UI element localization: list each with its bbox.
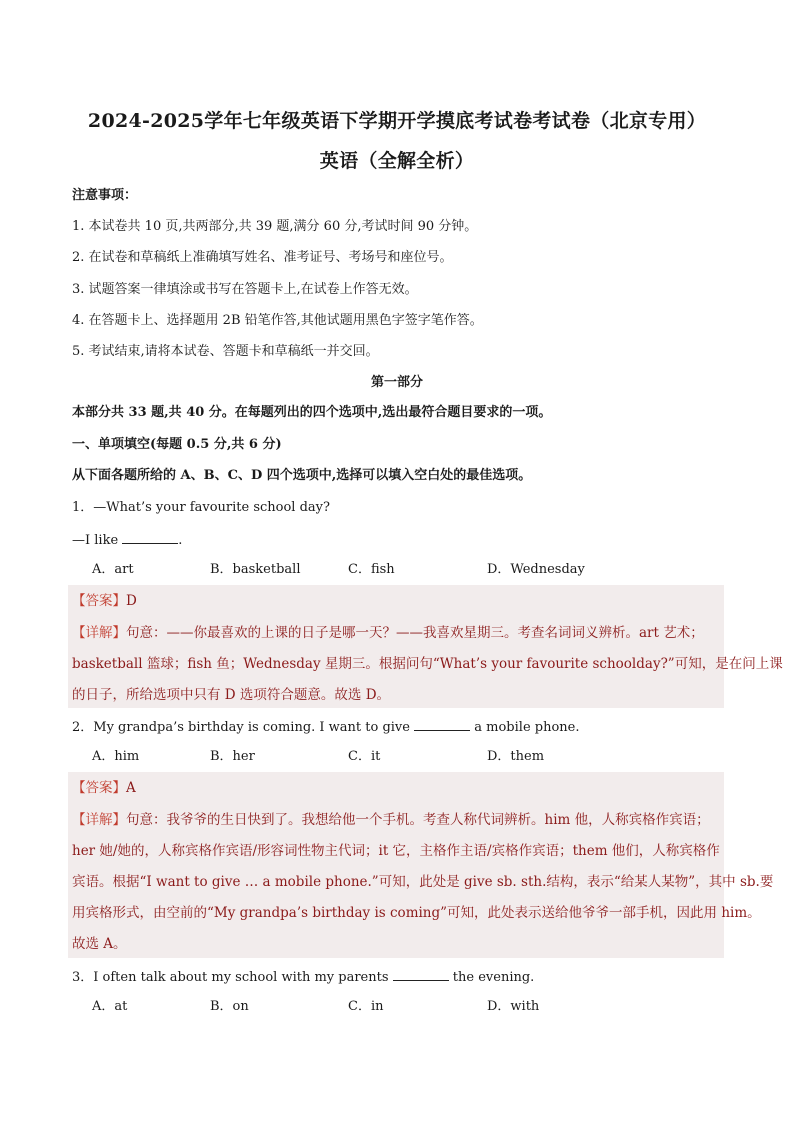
detail-text: 宾语。根据“I want to give … a mobile phone.”可知，此处是 give sb. sth.结构，表示“给某人某物”，其中 sb.要 [72,874,774,890]
detail-tag: 【详解】 [72,625,126,641]
question-2-stem [72,718,722,736]
option-b: B．her [210,749,255,764]
detail-text: basketball 篮球；fish 鱼；Wednesday 星期三。根据问句“What’s your favourite schoolday?”可知，是在问上课 [72,656,783,672]
detail-text: 用宾格形式，由空前的“My grandpa’s birthday is coming”可知，此处表示送给他爷爷一部手机，因此用 him。 [72,905,761,921]
part-title: 第一部分 [370,375,423,390]
section-description: 从下面各题所给的 A、B、C、D 四个选项中,选择可以填入空白处的最佳选项。 [72,468,532,483]
question-1-stem: 1．—What’s your favourite school day? [72,500,330,515]
detail-text: her 她/她的，人称宾格作宾语/形容词性物主代词；it 它，主格作主语/宾格作宾语；them 他们，人称宾格作 [72,843,720,859]
detail-text: 句意：——你最喜欢的上课的日子是哪一天？——我喜欢星期三。考查名词词义辨析。art 艺术； [126,625,704,641]
note-item: 4. 在答题卡上、选择题用 2B 铅笔作答,其他试题用黑色字签字笔作答。 [72,313,483,328]
option-a: A．at [92,999,128,1014]
question-1-detail [72,625,704,641]
note-item: 1. 本试卷共 10 页,共两部分,共 39 题,满分 60 分,考试时间 90 分钟。 [72,219,478,234]
note-item: 3. 试题答案一律填涂或书写在答题卡上,在试卷上作答无效。 [72,282,418,297]
option-d: D．with [487,999,540,1014]
option-c: C．fish [348,562,395,577]
option-c: C．it [348,749,381,764]
detail-text: 的日子，所给选项中只有 D 选项符合题意。故选 D。 [72,687,391,703]
note-item: 2. 在试卷和草稿纸上准确填写姓名、准考证号、考场号和座位号。 [72,250,453,265]
page-title: 2024-2025学年七年级英语下学期开学摸底考试卷考试卷（北京专用） [87,110,707,132]
detail-text: 句意：我爷爷的生日快到了。我想给他一个手机。考查人称代词辨析。him 他，人称宾格作宾语； [126,812,710,828]
option-d: D．Wednesday [487,562,585,577]
question-1-response [72,531,722,549]
part-description: 本部分共 33 题,共 40 分。在每题列出的四个选项中,选出最符合题目要求的一项。 [72,405,552,420]
option-b: B．basketball [210,562,301,577]
question-2-text-end: a mobile phone. [474,720,580,735]
note-item: 5. 考试结束,请将本试卷、答题卡和草稿纸一并交回。 [72,344,379,359]
answer-blank [414,718,470,731]
question-1-answer [72,593,137,609]
option-d: D．them [487,749,545,764]
answer-tag: 【答案】 [72,780,126,796]
option-a: A．him [92,749,140,764]
option-c: C．in [348,999,384,1014]
question-1-response-end: . [178,533,183,548]
question-3-text-end: the evening. [452,970,535,985]
detail-text: 故选 A。 [72,936,127,952]
question-2-detail [72,812,710,828]
question-1-response-text: —I like [72,533,119,548]
answer-tag: 【答案】 [72,593,126,609]
question-2-answer [72,780,136,796]
answer-value: A [126,780,136,796]
option-b: B．on [210,999,249,1014]
notes-heading: 注意事项： [72,188,138,203]
question-2-text: 2．My grandpa’s birthday is coming. I want to give [72,720,410,735]
question-3-text: 3．I often talk about my school with my parents [72,970,389,985]
question-3-stem [72,968,722,986]
section-title: 一、单项填空(每题 0.5 分,共 6 分) [72,437,282,452]
page-subtitle: 英语（全解全析） [319,150,475,172]
answer-value: D [126,593,137,609]
option-a: A．art [92,562,134,577]
answer-box-2 [68,772,724,958]
answer-blank [393,968,449,981]
detail-tag: 【详解】 [72,812,126,828]
answer-blank [122,531,178,544]
